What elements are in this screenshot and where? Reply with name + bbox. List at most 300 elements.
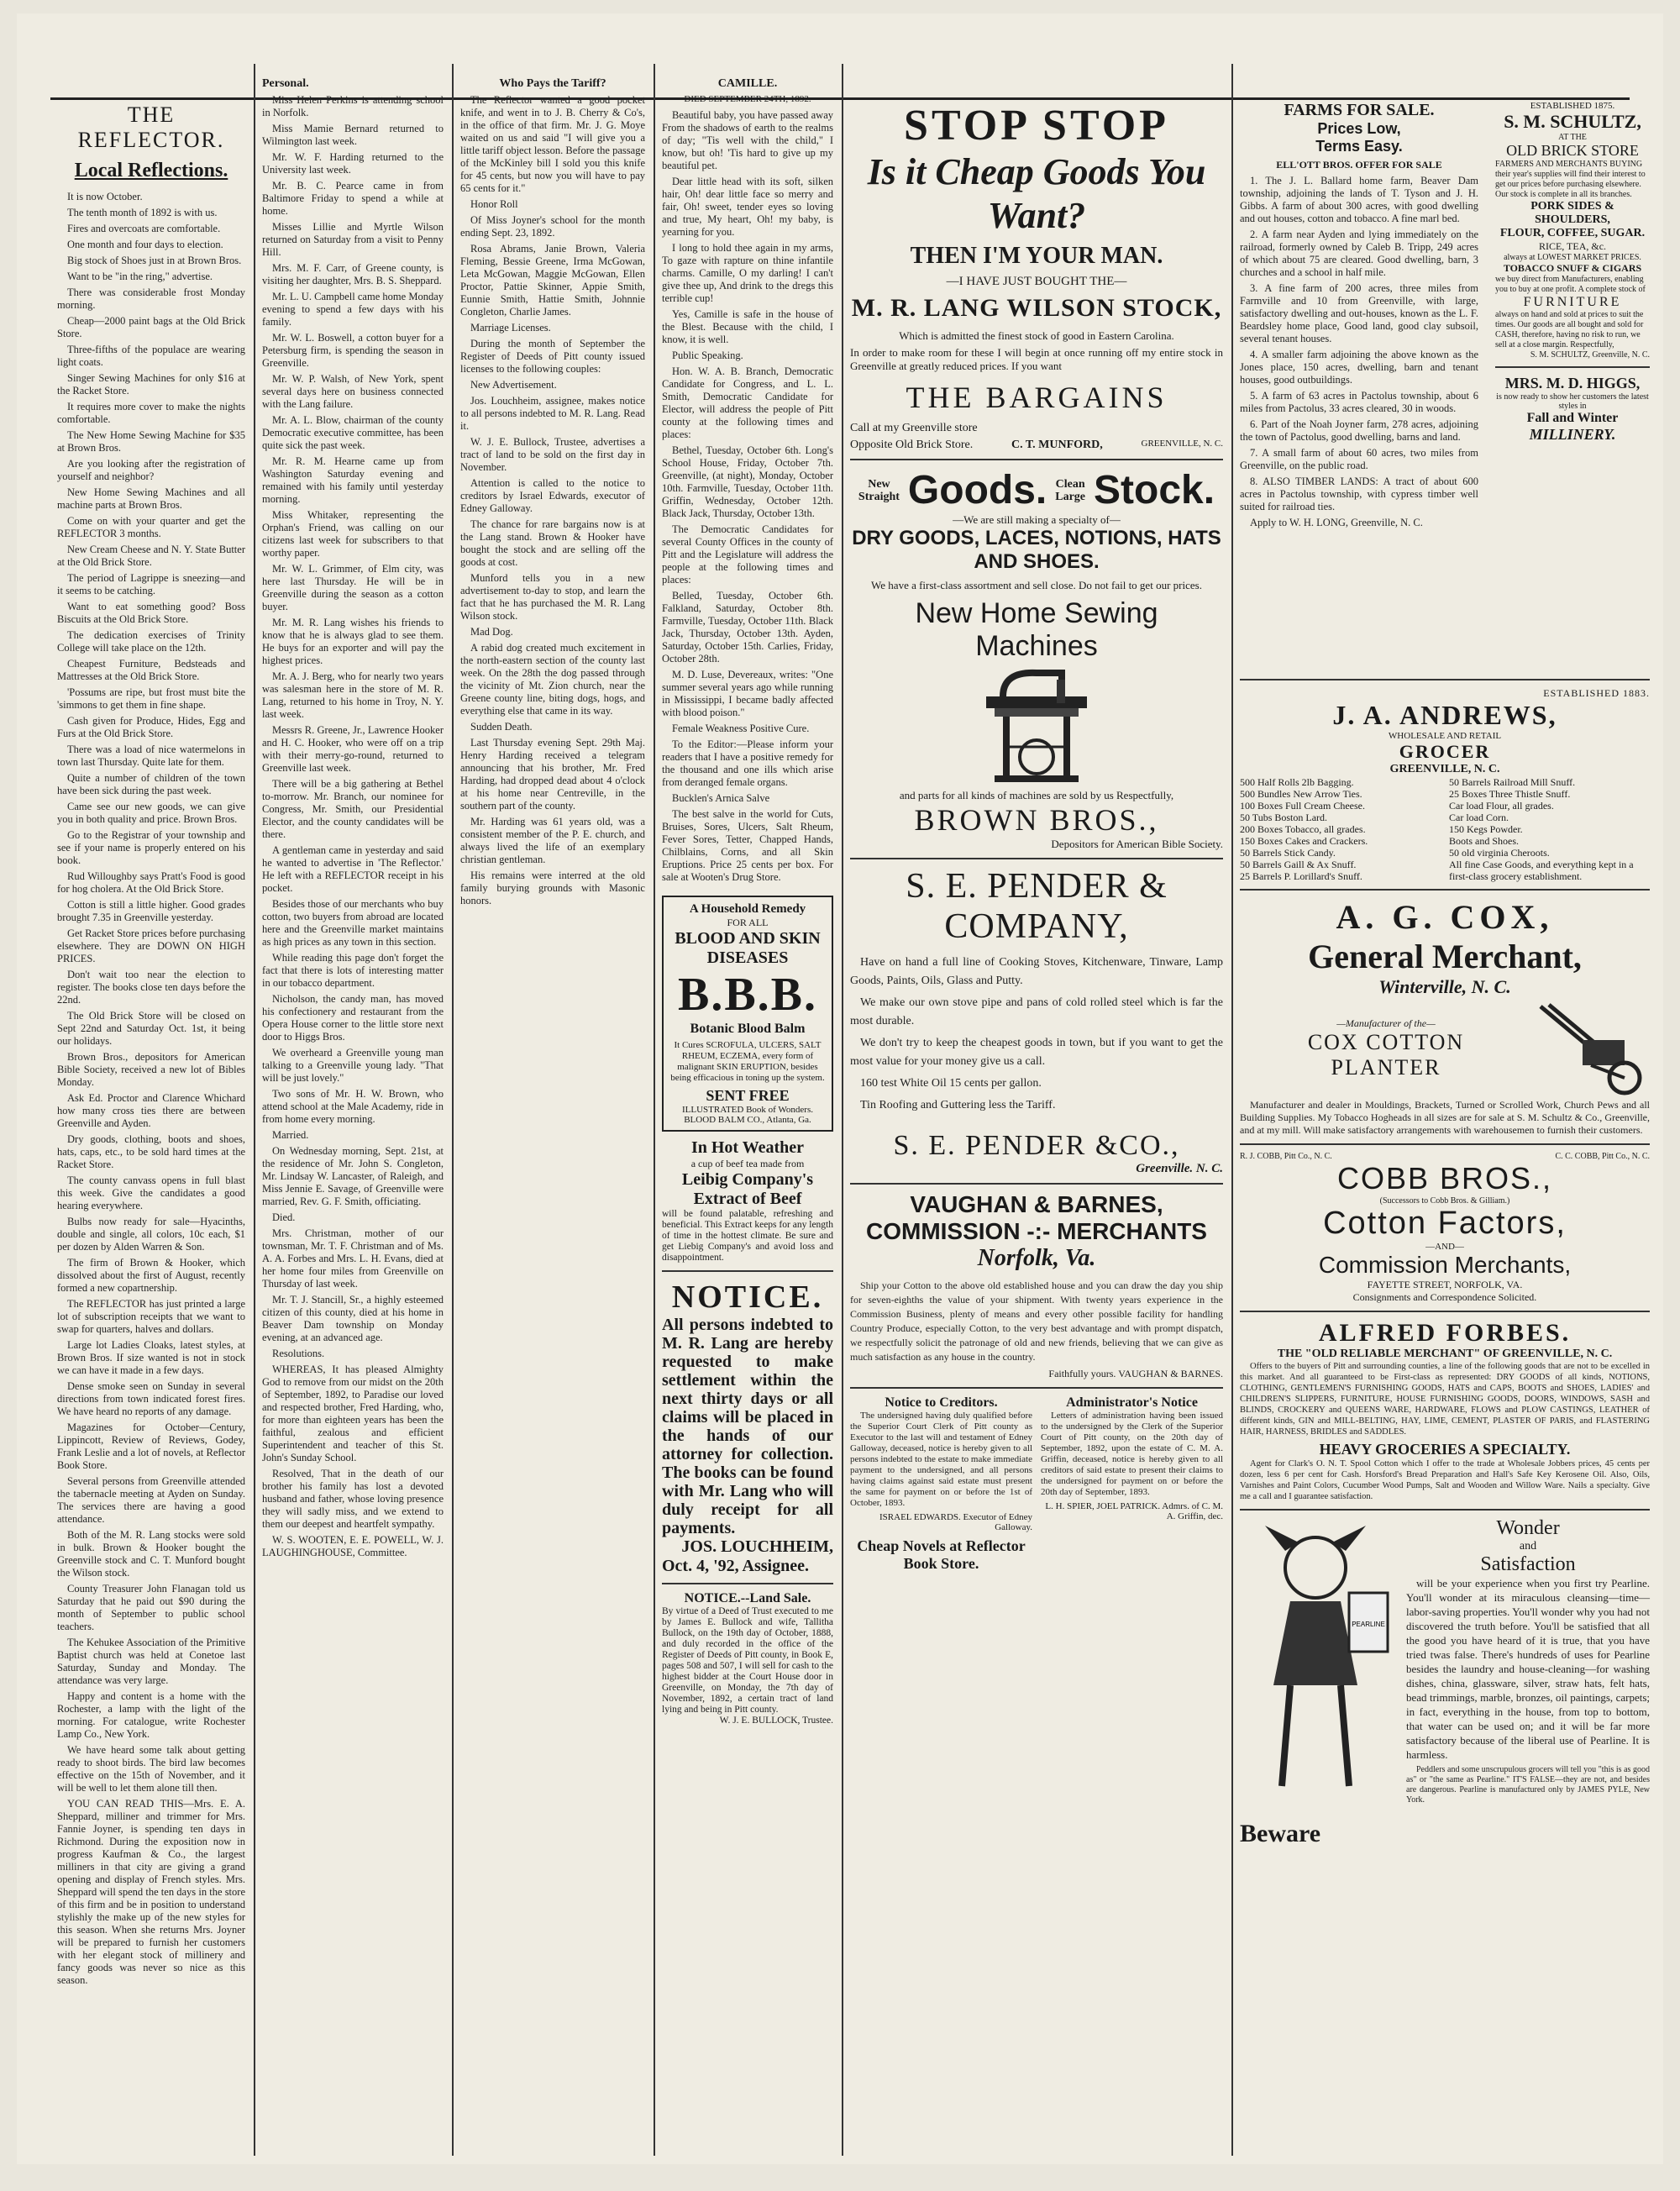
list-item: Bucklen's Arnica Salve <box>672 792 770 804</box>
list-item: The Kehukee Association of the Primitive Baptist church was held at Conetoe last Saturday, Sunday and Monday. The attendance was very large. <box>57 1637 245 1686</box>
list-item: M. D. Luse, Devereaux, writes: "One summer several years ago while running in Mississippi, I became badly affected with blood poison." <box>662 669 833 718</box>
list-item: The Democratic Candidates for several County Offices in the county of Pitt and the Legislature will address the people at the following times and places: <box>662 523 833 586</box>
pender-ad <box>850 866 1223 1176</box>
list-item: There was a load of nice watermelons in town last Thursday. Quite late for them. <box>57 743 245 768</box>
list-item: To the Editor:—Please inform your readers that I have a positive remedy for the thousand and one ills which arise from deranged female organs. <box>662 738 833 788</box>
list-item: 150 Kegs Powder. <box>1449 823 1523 835</box>
list-item: 50 Tubs Boston Lard. <box>1240 812 1328 823</box>
list-item: Fires and overcoats are comfortable. <box>67 223 221 234</box>
brown-parts: and parts for all kinds of machines are sold by us Respectfully, <box>899 789 1174 801</box>
stop-who: C. T. MUNFORD, <box>1011 439 1103 451</box>
list-item: Mrs. Christman, mother of our townsman, Mr. T. F. Christman and of Ms. A. A. Forbes and Mrs. L. H. Evans, died at her home four miles from Greenville on Thursday of last week. <box>262 1227 444 1290</box>
list-item: The chance for rare bargains now is at the Lang stand. Brown & Hooker have bought the stock and are selling off the goods at cost. <box>460 518 645 568</box>
list-item: While reading this page don't forget the fact that there is lots of interesting matter in our tobacco department. <box>262 952 444 989</box>
brown-clean-large <box>1055 478 1085 503</box>
cobb-succ: (Successors to Cobb Bros. & Gilliam.) <box>1379 1196 1510 1206</box>
list-item: Brown Bros., depositors for American Bible Society, received a new lot of Bibles Monday. <box>57 1051 245 1088</box>
stop-desc: Which is admitted the finest stock of good in Eastern Carolina. <box>899 329 1174 342</box>
list-item: During the month of September the Register of Deeds of Pitt county issued licenses to the following couples: <box>460 338 645 375</box>
brown-straight: Straight <box>858 490 900 503</box>
divider <box>1240 889 1650 891</box>
divider <box>1495 366 1650 368</box>
list-item: 25 Boxes Three Thistle Snuff. <box>1449 788 1571 800</box>
liebig-l3: Extract of Beef <box>693 1190 802 1208</box>
cox-text: Manufacturer and dealer in Mouldings, Brackets, Turned or Scrolled Work, Church Pews and all Building Supplies. My Tobacco Hogheads in all sizes are for sale at S. M. Schultz & Co., Greenville, and at my mill. Will make satisfactory arrangements with warehousemen to furnish their customers. <box>1240 1099 1650 1136</box>
column-schultz <box>1488 101 1656 462</box>
brown-large: Large <box>1055 490 1086 503</box>
notice-signed: JOS. LOUCHHEIM, <box>681 1537 833 1556</box>
cox-ad <box>1240 897 1650 1137</box>
list-item: It is now October. <box>67 191 143 202</box>
list-item: Cotton is still a little higher. Good grades brought 7.35 in Greenville yesterday. <box>57 899 245 923</box>
pearline-text-block <box>1406 1517 1650 1848</box>
schultz-tobacco: TOBACCO SNUFF & CIGARS <box>1503 262 1642 274</box>
list-item: Two sons of Mr. H. W. Brown, who attend school at the Male Academy, ride in from home every morning. <box>262 1088 444 1125</box>
list-item: Boots and Shoes. <box>1449 835 1520 847</box>
list-item: Female Weakness Positive Cure. <box>672 722 810 734</box>
list-item: One month and four days to election. <box>67 239 223 250</box>
jester-icon <box>1240 1517 1399 1820</box>
list-item: Mr. W. L. Grimmer, of Elm city, was here last Thursday. He will be in Greenville during the season as a cotton buyer. <box>262 563 444 612</box>
bbb-line3: BLOOD AND SKIN <box>675 929 821 948</box>
land-sale-signed: W. J. E. BULLOCK, Trustee. <box>719 1715 833 1726</box>
list-item: The period of Lagrippe is sneezing—and it seems to be catching. <box>57 572 245 596</box>
column-right-lower <box>1233 672 1656 2156</box>
list-item: 500 Bundles New Arrow Ties. <box>1240 788 1362 800</box>
andrews-left-list <box>1240 776 1441 882</box>
bbb-address: BLOOD BALM CO., Atlanta, Ga. <box>684 1115 811 1125</box>
list-item: Mr. W. P. Walsh, of New York, spent several days here on business connected with the Lang failure. <box>262 373 444 410</box>
list-item: Jos. Louchheim, assignee, makes notice to all persons indebted to M. R. Lang. Read it. <box>460 395 645 432</box>
list-item: Dense smoke seen on Sunday in several directions from town indicated forest fires. We have heard no reports of any damage. <box>57 1380 245 1417</box>
list-item: Resolved, That in the death of our brother his family has lost a devoted husband and father, whose loving presence they will sadly miss, and we extend to them our deepest and heartfelt sympathy. <box>262 1468 444 1530</box>
list-item: 3. A fine farm of 200 acres, three miles from Farmville and 10 from Greenville, with large, satisfactory dwelling and out-houses, known as the L. F. Beardsley home place, Good land, good clay subsoil, several tenant houses. <box>1240 282 1478 344</box>
schultz-text1: FARMERS AND MERCHANTS BUYING their year's supplies will find their interest to get our prices before purchasing elsewhere. Our stock is complete in all its branches. <box>1495 160 1646 199</box>
divider <box>662 1583 833 1584</box>
schultz-est: ESTABLISHED 1875. <box>1530 101 1615 111</box>
cox-planter-text <box>1240 1017 1532 1080</box>
list-item: Ask Ed. Proctor and Clarence Whichard how many cross ties there are between Greenville and Ayden. <box>57 1092 245 1129</box>
stop-then: THEN I'M YOUR MAN. <box>910 243 1163 269</box>
list-item: Besides those of our merchants who buy cotton, two buyers from abroad are located here and the Greenville market maintains as high prices as any town in this section. <box>262 898 444 948</box>
land-sale-text: By virtue of a Deed of Trust executed to me by James E. Bullock and wife, Tallitha Bullock, on the 19th day of October, 1888, and duly recorded in the office of the Register of Deeds of Pitt county, in Book E, pages 508 and 507, I will sell for cash to the highest bidder at the Court House door in Greenville, on Monday, the 7th day of November, 1892, a certain tract of land lying and being in Pitt county. <box>662 1606 833 1715</box>
schultz-goods2: FLOUR, COFFEE, SUGAR. <box>1499 227 1646 239</box>
list-item: Of Miss Joyner's school for the month ending Sept. 23, 1892. <box>460 214 645 239</box>
list-item: New Advertisement. <box>470 379 557 391</box>
cobb-left: R. J. COBB, Pitt Co., N. C. <box>1240 1152 1332 1161</box>
divider <box>1240 1311 1650 1312</box>
land-sale-title: NOTICE.--Land Sale. <box>684 1591 811 1605</box>
creditors-text: The undersigned having duly qualified before the Superior Court Clerk of Pitt county as Executor to the last will and testament of Edney Galloway, deceased, notice is hereby given to all persons indebted to the estate to make immediate payment to the undersigned, and all persons having claims against said estate must present the same for payment on or before the 1st of October, 1893. <box>850 1411 1032 1508</box>
list-item: Mr. Harding was 61 years old, was a consistent member of the P. E. church, and always lived the life of an exemplary christian gentleman. <box>460 816 645 865</box>
forbes-ad <box>1240 1319 1650 1502</box>
vaughan-firm: VAUGHAN & BARNES, <box>910 1191 1163 1217</box>
list-item: Married. <box>272 1129 309 1141</box>
list-item: Public Speaking. <box>672 349 743 361</box>
list-item: Nicholson, the candy man, has moved his confectionery and restaurant from the Opera House corner to the little store next door to Higgs Bros. <box>262 993 444 1043</box>
list-item: Miss Helen Perkins is attending school in Norfolk. <box>262 94 444 118</box>
notices-row <box>850 1395 1223 1573</box>
bbb-brand: B.B.B. <box>677 969 818 1021</box>
brown-bros-ad <box>850 467 1223 851</box>
list-item: Three-fifths of the populace are wearing light coats. <box>57 344 245 368</box>
camille-sub: DIED SEPTEMBER 24TH, 1892. <box>684 94 811 104</box>
list-item: Mr. T. J. Stancill, Sr., a highly esteemed citizen of this county, died at his home in Beaver Dam township on Monday evening, at an advanced age. <box>262 1294 444 1343</box>
list-item: Attention is called to the notice to creditors by Israel Edwards, executor of Edney Galloway. <box>460 477 645 514</box>
list-item: The tenth month of 1892 is with us. <box>67 207 218 218</box>
list-item: New Home Sewing Machines and all machine parts at Brown Bros. <box>57 486 245 511</box>
list-item: Car load Flour, all grades. <box>1449 800 1554 812</box>
stop-question: Is it Cheap Goods You Want? <box>867 151 1206 236</box>
list-item: The county canvass opens in full blast this week. Give the candidates a good hearing everywhere. <box>57 1174 245 1211</box>
list-item: Want to eat something good? Boss Biscuits at the Old Brick Store. <box>57 601 245 625</box>
list-item: Misses Lillie and Myrtle Wilson returned on Saturday from a visit to Penny Hill. <box>262 221 444 258</box>
schultz-goods3: RICE, TEA, &c. <box>1538 240 1607 252</box>
list-item: There will be a big gathering at Bethel to-morrow. Mr. Branch, our nominee for Congress, Mr. Smith, our Presidential Elector, and the county candidates will be there. <box>262 778 444 840</box>
higgs-fall: Fall and Winter <box>1526 411 1619 425</box>
list-item: Mr. B. C. Pearce came in from Baltimore Friday to spend a while at home. <box>262 180 444 217</box>
list-item: W. J. E. Bullock, Trustee, advertises a tract of land to be sold on the first day in November. <box>460 436 645 473</box>
list-item: Miss Whitaker, representing the Orphan's Friend, was calling on our citizens last week for subscribers to that worthy paper. <box>262 509 444 559</box>
brown-spec: —We are still making a specialty of— <box>953 513 1121 526</box>
list-item: Cheap—2000 paint bags at the Old Brick Store. <box>57 315 245 339</box>
list-item: The REFLECTOR has just printed a large lot of subscription receipts that we want to swap for quarters, halves and dollars. <box>57 1298 245 1335</box>
brown-goods: Goods. <box>907 468 1047 512</box>
list-item: Cash given for Produce, Hides, Egg and Furs at the Old Brick Store. <box>57 715 245 739</box>
vaughan-sig: Faithfully yours. VAUGHAN & BARNES. <box>1048 1368 1223 1379</box>
camille-heading: CAMILLE. <box>717 77 778 90</box>
stop-bargains: THE BARGAINS <box>906 381 1168 414</box>
list-item: Miss Mamie Bernard returned to Wilmington last week. <box>262 123 444 147</box>
list-item: 'Possums are ripe, but frost must bite the 'simmons to get them in fine shape. <box>57 686 245 711</box>
schultz-tobacco2: we buy direct from Manufacturers, enabling you to buy at one profit. A complete stock of <box>1495 275 1646 294</box>
list-item: 500 Half Rolls 2lb Bagging. <box>1240 776 1354 788</box>
list-item: Bulbs now ready for sale—Hyacinths, double and single, all colors, 10c each, $1 per dozen by Alden Warren & Son. <box>57 1216 245 1253</box>
list-item: A rabid dog created much excitement in the north-eastern section of the county last week. On the 28th the dog passed through the vicinity of Mt. Zion church, near the Greene county line, biting dogs, hogs, and everything else that came in its way. <box>460 642 645 717</box>
pearline-illustration <box>1240 1517 1399 1848</box>
cox-planter2: PLANTER <box>1331 1054 1441 1080</box>
local-items-list <box>57 191 245 1987</box>
schultz-furniture: FURNITURE <box>1523 295 1622 309</box>
liebig-ad <box>662 1138 833 1264</box>
cobb-name: COBB BROS., <box>1336 1161 1553 1195</box>
list-item: Apply to W. H. LONG, Greenville, N. C. <box>1250 517 1423 528</box>
list-item: The Old Brick Store will be closed on Sept 22nd and Saturday Oct. 1st, it being our holidays. <box>57 1010 245 1047</box>
list-item: Are you looking after the registration of yourself and neighbor? <box>57 458 245 482</box>
list-item: Big stock of Shoes just in at Brown Bros. <box>67 255 242 266</box>
list-item: W. S. WOOTEN, E. E. POWELL, W. J. LAUGHINGHOUSE, Committee. <box>262 1534 444 1558</box>
list-item: 50 old virginia Cheroots. <box>1449 847 1550 859</box>
notice-ad <box>662 1279 833 1576</box>
list-item: Mr. L. U. Campbell came home Monday evening to spend a few days with his family. <box>262 291 444 328</box>
list-item: 200 Boxes Tobacco, all grades. <box>1240 823 1366 835</box>
andrews-lists <box>1240 776 1650 882</box>
pearline-beware: Beware <box>1240 1820 1321 1847</box>
list-item: Singer Sewing Machines for only $16 at the Racket Store. <box>57 372 245 397</box>
admin-title: Administrator's Notice <box>1066 1395 1198 1410</box>
bbb-free: SENT FREE <box>706 1087 790 1104</box>
vaughan-ad <box>850 1191 1223 1380</box>
cobb-title2: Commission Merchants, <box>1318 1252 1572 1278</box>
list-item: The dedication exercises of Trinity College will take place on the 12th. <box>57 629 245 654</box>
brown-goods-row <box>850 467 1223 513</box>
column-ads-center <box>843 101 1230 2156</box>
sewing-machine-illustration <box>850 663 1223 789</box>
list-item: 5. A farm of 63 acres in Pactolus township, about 6 miles from Pactolus, 33 acres cleared, 30 in woods. <box>1240 390 1478 414</box>
list-item: 50 Barrels Stick Candy. <box>1240 847 1336 859</box>
higgs-name: MRS. M. D. HIGGS, <box>1504 375 1641 391</box>
list-item: Honor Roll <box>470 198 518 210</box>
list-item: 50 Barrels Gaill & Ax Snuff. <box>1240 859 1357 870</box>
list-item: We have heard some talk about getting ready to shoot birds. The bird law becomes effective on the 15th of November, and it will be well to let them alone till then. <box>57 1744 245 1794</box>
pearline-beware-text: Peddlers and some unscrupulous grocers will tell you "this is as good as" or "the same as Pearline." IT'S FALSE—they are not, and besides are dangerous. Pearline is manufactured only by JAMES PYLE, New York. <box>1406 1765 1650 1805</box>
pearline-ad <box>1240 1517 1650 1848</box>
divider <box>850 858 1223 859</box>
list-item: Several persons from Greenville attended the tabernacle meeting at Ayden on Sunday. The services there are having a good attendance. <box>57 1475 245 1525</box>
stop-order: In order to make room for these I will begin at once running off my entire stock in Greenville at greatly reduced prices. If you want <box>850 346 1223 372</box>
schultz-lowest: always at LOWEST MARKET PRICES. <box>1504 253 1641 262</box>
list-item: It requires more cover to make the nights comfortable. <box>57 401 245 425</box>
masthead: THE REFLECTOR. <box>77 102 225 152</box>
andrews-est: ESTABLISHED 1883. <box>1543 687 1650 699</box>
list-item: Hon. W. A. B. Branch, Democratic Candidate for Congress, and L. L. Smith, Democratic Candidate for Elector, will address the people of Pitt county at the following times and places: <box>662 365 833 440</box>
list-item: Died. <box>272 1211 296 1223</box>
list-item: Mr. M. R. Lang wishes his friends to know that he is always glad to see them. He buys for an exporter and will pay the highest prices. <box>262 617 444 666</box>
brown-line: DRY GOODS, LACES, NOTIONS, HATS AND SHOES. <box>852 527 1221 573</box>
andrews-name: J. A. ANDREWS, <box>1332 700 1557 730</box>
list-item: Get Racket Store prices before purchasing elsewhere. They are DOWN ON HIGH PRICES. <box>57 927 245 964</box>
brown-new-straight <box>858 478 900 503</box>
schultz-furn-text: always on hand and sold at prices to suit the times. Our goods are all bought and sold for CASH, therefore, having no risk to run, we sell at a close margin. Respectfully, <box>1495 310 1644 349</box>
cox-planter1: COX COTTON <box>1307 1029 1465 1054</box>
list-item: Resolutions. <box>272 1348 325 1359</box>
list-item: Large lot Ladies Cloaks, latest styles, at Brown Bros. If size wanted is not in stock we can have it made in a few days. <box>57 1339 245 1376</box>
section-title: Local Reflections. <box>74 160 228 181</box>
list-item: On Wednesday morning, Sept. 21st, at the residence of Mr. John S. Congleton, Mr. Lindsay W. Lancaster, of Raleigh, and Miss Jennie E. Savage, of Greenville were married, Rev. G. F. Smith, officiating. <box>262 1145 444 1207</box>
brown-machines: New Home Sewing Machines <box>915 597 1158 662</box>
list-item: County Treasurer John Flanagan told us Saturday that he paid out $90 during the month of September to public school teachers. <box>57 1583 245 1632</box>
pender-sig: S. E. PENDER &CO., <box>893 1130 1180 1161</box>
list-item: The firm of Brown & Hooker, which dissolved about the first of August, recently formed a new copartnership. <box>57 1257 245 1294</box>
list-item: Want to be "in the ring," advertise. <box>67 271 213 282</box>
farms-offer: ELL'OTT BROS. OFFER FOR SALE <box>1276 159 1442 171</box>
notice-text: All persons indebted to M. R. Lang are hereby requested to make settlement within the next thirty days or all claims will be placed in the hands of our attorney for collection. The books can be found with Mr. Lang who will duly receipt for all payments. <box>662 1316 833 1537</box>
list-item: Mr. R. M. Hearne came up from Washington Saturday evening and remained with his family until yesterday morning. <box>262 455 444 505</box>
list-item: 4. A smaller farm adjoining the above known as the Jones place, 150 acres, dwelling, barn and tenant houses, good outbuildings. <box>1240 349 1478 386</box>
cobb-and: —AND— <box>1425 1242 1464 1252</box>
schultz-name: S. M. SCHULTZ, <box>1504 111 1641 132</box>
pender-l2: We make our own stove pipe and pans of cold rolled steel which is far the most durable. <box>850 996 1223 1027</box>
stop-bought: —I HAVE JUST BOUGHT THE— <box>946 275 1127 288</box>
admin-notice <box>1041 1395 1223 1573</box>
list-item: 50 Barrels Railroad Mill Snuff. <box>1449 776 1576 788</box>
cox-mfr: —Manufacturer of the— <box>1336 1017 1436 1029</box>
list-item: The best salve in the world for Cuts, Bruises, Sores, Ulcers, Salt Rheum, Fever Sores, Tetter, Chapped Hands, Chilblains, Corns, and all Skin Eruptions. Price 25 cents per box. For sale at Wooten's Drug Store. <box>662 808 833 883</box>
camille-items-list <box>662 109 833 887</box>
divider <box>1240 1143 1650 1145</box>
schultz-goods: PORK SIDES & SHOULDERS, <box>1530 200 1614 226</box>
list-item: 1. The J. L. Ballard home farm, Beaver Dam township, adjoining the lands of T. Tyson and J. H. Gibbs. A farm of about 300 acres, with good dwelling and out houses, cotton and tobacco. A fine marl bed. <box>1240 175 1478 224</box>
brown-dep: Depositors for American Bible Society. <box>1051 838 1223 850</box>
brown-new: New <box>868 477 890 491</box>
column-tariff <box>454 71 652 2156</box>
list-item: Dry goods, clothing, boots and shoes, hats, caps, etc., to be sold hard times at the Racket Store. <box>57 1133 245 1170</box>
pender-firm: S. E. PENDER & COMPANY, <box>906 867 1168 946</box>
divider <box>850 1183 1223 1185</box>
bbb-line1: A Household Remedy <box>689 902 806 916</box>
list-item: Messrs R. Greene, Jr., Lawrence Hooker and H. C. Hooker, who were off on a trip with their merry-go-round, returned to Greenville last week. <box>262 724 444 774</box>
personal-heading: Personal. <box>262 77 309 90</box>
list-item: Beautiful baby, you have passed away From the shadows of earth to the realms of day; "Tis well with the child," I know, but oh! 'Tis hard to give up my beautiful pet. <box>662 109 833 171</box>
list-item: Rosa Abrams, Janie Brown, Valeria Fleming, Bessie Greene, Irma McGowan, Leta McGowan, Maggie McGowan, Ellen Proctor, Pattie Skinner, Appie Smith, Eunnie Smith, Hattie Smith, Johnnie Congleton, Charlie James. <box>460 243 645 318</box>
newspaper-page <box>17 13 1663 2164</box>
pender-l3: We don't try to keep the cheapest goods in town, but if you want to get the most value for your money give us a call. <box>850 1037 1223 1068</box>
farms-title: FARMS FOR SALE. <box>1284 101 1435 119</box>
liebig-l2: Leibig Company's <box>681 1170 814 1189</box>
list-item: Bethel, Tuesday, October 6th. Long's School House, Friday, October 7th. Greenville, (at night), Monday, October 10th. Farmville, Tuesday, October 11th. Griffin, Wednesday, October 12th. Black Jack, Thursday, October 13th. <box>662 444 833 519</box>
list-item: Happy and content is a home with the Rochester, a lamp with the light of the morning. For catalogue, write Rochester Lamp Co., New York. <box>57 1690 245 1740</box>
list-item: Mr. A. L. Blow, chairman of the county Democratic executive committee, has been quite sick the past week. <box>262 414 444 451</box>
list-item: Quite a number of children of the town have been sick during the past week. <box>57 772 245 796</box>
bbb-line4: DISEASES <box>706 948 789 967</box>
list-item: 2. A farm near Ayden and lying immediately on the railroad, formerly owned by Caleb B. Tripp, 249 acres of which about 75 are cleared. Good dwelling, barn, 3 churches and a school in half mile. <box>1240 229 1478 278</box>
admin-sig: L. H. SPIER, JOEL PATRICK. Admrs. of C. M. A. Griffin, dec. <box>1045 1501 1223 1521</box>
andrews-where: GREENVILLE, N. C. <box>1389 763 1500 775</box>
farms-sub2: Terms Easy. <box>1315 138 1403 155</box>
pearline-w1: Wonder <box>1496 1517 1560 1539</box>
list-item: 25 Barrels P. Lorillard's Snuff. <box>1240 870 1362 882</box>
column-local-reflections <box>50 97 252 2156</box>
land-sale-notice <box>662 1591 833 1726</box>
list-item: Munford tells you in a new advertisement to-day to stop, and learn the fact that he has purchased the M. R. Lang Wilson stock. <box>460 572 645 622</box>
cobb-right: C. C. COBB, Pitt Co., N. C. <box>1555 1152 1650 1161</box>
divider <box>1240 1509 1650 1511</box>
cobb-cons: Consignments and Correspondence Solicited. <box>1352 1291 1537 1303</box>
list-item: We overheard a Greenville young man talking to a Greenville young lady. "That will be just lovely." <box>262 1047 444 1084</box>
list-item: Last Thursday evening Sept. 29th Maj. Henry Harding received a telegram announcing that his brother, Mr. Fred Harding, had dropped dead about 4 o'clock at his home near Centreville, in the southern part of the county. <box>460 737 645 812</box>
list-item: His remains were interred at the old family burying grounds with Masonic honors. <box>460 870 645 906</box>
sewing-machine-icon <box>969 663 1104 789</box>
brown-stock: Stock. <box>1094 468 1215 512</box>
novels-ad: Cheap Novels at Reflector Book Store. <box>857 1537 1026 1572</box>
list-item: WHEREAS, It has pleased Almighty God to remove from our midst on the 20th of September, 1892, to Paradise our loved and respected brother, Fred Harding, who, for more than eighteen years has been the faithful, zealous and efficient Superintendent and teacher of this St. John's Sunday School. <box>262 1363 444 1463</box>
stop-address-row <box>850 439 1223 452</box>
forbes-heavy: HEAVY GROCERIES A SPECIALTY. <box>1319 1441 1571 1458</box>
list-item: 7. A small farm of about 60 acres, two miles from Greenville, on the public road. <box>1240 447 1478 471</box>
pender-l4: 160 test White Oil 15 cents per gallon. <box>860 1077 1042 1090</box>
list-item: New Cream Cheese and N. Y. State Butter at the Old Brick Store. <box>57 544 245 568</box>
bbb-name: Botanic Blood Balm <box>690 1022 806 1036</box>
creditors-sig: ISRAEL EDWARDS. Executor of Edney Galloway. <box>879 1512 1032 1532</box>
list-item: Came see our new goods, we can give you in both quality and price. Brown Bros. <box>57 801 245 825</box>
cox-place: Winterville, N. C. <box>1378 976 1511 997</box>
brown-clean: Clean <box>1055 477 1085 491</box>
vaughan-city: Norfolk, Va. <box>977 1245 1096 1271</box>
farms-list <box>1240 175 1478 529</box>
list-item: All fine Case Goods, and everything kept in a first-class grocery establishment. <box>1449 859 1634 882</box>
pearline-box-label: PEARLINE <box>1352 1621 1385 1628</box>
andrews-grocer: GROCER <box>1399 741 1491 762</box>
cox-title: General Merchant, <box>1308 938 1582 975</box>
pearline-w2: and <box>1519 1540 1537 1553</box>
planter-icon <box>1532 998 1650 1099</box>
list-item: 8. ALSO TIMBER LANDS: A tract of about 600 acres in Pactolus township, with cypress timber well suited for railroad ties. <box>1240 476 1478 512</box>
forbes-text2: Agent for Clark's O. N. T. Spool Cotton which I offer to the trade at Wholesale Jobbers prices, 45 cents per dozen, less 6 per cent for Cash. Horsford's Bread Preparation and Hall's Safe Key Kerosene Oil. Also, Oils, Varnishes and Paint Colors, Cucumber Wood Pumps, Salt and Wooden and Willow Ware. Nails a specialty. Give me a call and I guarantee satisfaction. <box>1240 1459 1650 1501</box>
cobb-ad <box>1240 1152 1650 1304</box>
list-item: Mrs. M. F. Carr, of Greene county, is visiting her daughter, Mrs. B. S. Sheppard. <box>262 262 444 286</box>
cobb-title: Cotton Factors, <box>1323 1206 1567 1241</box>
vaughan-text: Ship your Cotton to the above old established house and you can draw the day you ship for seven-eighths the value of your shipment. With twenty years experience in the Commission Business, plenty of means and every other possible facility for handling Country Produce, especially Cotton, to the very best advantage and with prompt dispatch, we respectfully solicit the patronage of old and new friends, believing that we can give as much satisfaction as any house in the country. <box>850 1279 1223 1363</box>
forbes-text: Offers to the buyers of Pitt and surrounding counties, a line of the following goods that are not to be excelled in this market. And all guaranteed to be First-class as represented: DRY GOODS of all kinds, NOTIONS, CLOTHING, GENTLEMEN'S FURNISHING GOODS, HATS and CAPS, BOOTS and SHOES, LADIES' and CHILDREN'S SLIPPERS, FURNITURE, HOUSE FURNISHING GOODS, DOORS, WINDOWS, SASH and BLINDS, CROCKERY and QUEENS WARE, HARDWARE, FLOWS and PLOW CASTINGS, LEATHER of different kinds, GIN and MILL-BELTING, HAY, LIME, CEMENT, PLASTER OF PARIS, and FLASTERING HAIR, HARNESS, BRIDLES and SADDLES. <box>1240 1362 1650 1437</box>
liebig-l1: a cup of beef tea made from <box>690 1158 805 1169</box>
liebig-text: will be found palatable, refreshing and beneficial. This Extract keeps for any length of time in the hottest climate. Be sure and get Liebig Company's and avoid loss and disappointment. <box>662 1209 833 1263</box>
list-item: Magazines for October—Century, Lippincott, Review of Reviews, Godey, Frank Leslie and a lot of novels, at Reflector Book Store. <box>57 1421 245 1471</box>
cobb-addr: FAYETTE STREET, NORFOLK, VA. <box>1367 1279 1523 1290</box>
list-item: 6. Part of the Noah Joyner farm, 278 acres, adjoining the town of Pactolus, good dwelling, barns and land. <box>1240 418 1478 443</box>
creditors-title: Notice to Creditors. <box>885 1395 998 1410</box>
list-item: There was considerable frost Monday morning. <box>57 286 245 311</box>
tariff-items-list <box>460 94 645 907</box>
stop-opposite: Opposite Old Brick Store. <box>850 439 974 451</box>
personal-items-list <box>262 94 444 1559</box>
list-item: YOU CAN READ THIS—Mrs. E. A. Sheppard, milliner and trimmer for Mrs. Fannie Joyner, is spending ten days in Richmond. During the exposition now in progress Kaufman & Co., the largest milliners in that city are giving a grand opening and display of French styles. Mrs. Sheppard will spend the ten days in the store of this firm and be in position to understand stylishly the make up of the new styles for this season. When she returns Mrs. Joyner will be prepared to furnish her customers with her elegant stock of millinery and fancy goods was never so nice as this season. <box>57 1798 245 1986</box>
vaughan-line: COMMISSION -:- MERCHANTS <box>866 1218 1207 1244</box>
pender-place: Greenville. N. C. <box>1136 1162 1223 1175</box>
pender-l5: Tin Roofing and Guttering less the Tariff. <box>860 1099 1056 1111</box>
list-item: A gentleman came in yesterday and said he wanted to advertise in 'The Reflector.' He left with a REFLECTOR receipt in his pocket. <box>262 844 444 894</box>
list-item: 100 Boxes Full Cream Cheese. <box>1240 800 1365 812</box>
pearline-w3: Satisfaction <box>1480 1553 1576 1575</box>
liebig-title: In Hot Weather <box>690 1138 805 1157</box>
list-item: Sudden Death. <box>470 721 533 733</box>
andrews-ad <box>1240 687 1650 882</box>
list-item: Yes, Camille is safe in the house of the Blest. Because with the child, I know, it is well. <box>662 308 833 345</box>
bbb-free-sub: ILLUSTRATED Book of Wonders. <box>682 1105 813 1115</box>
list-item: Go to the Registrar of your township and see if your name is properly entered on his book. <box>57 829 245 866</box>
divider <box>1240 679 1650 680</box>
list-item: Belled, Tuesday, October 6th. Falkland, Saturday, October 8th. Farmville, Tuesday, October 11th. Black Jack, Thursday, October 13th. Ayden, Saturday, October 15th. Carlies, Friday, October 28th. <box>662 590 833 665</box>
cobb-owners <box>1240 1152 1650 1161</box>
brown-assort: We have a first-class assortment and sell close. Do not fail to get our prices. <box>871 579 1202 591</box>
forbes-sub: THE "OLD RELIABLE MERCHANT" OF GREENVILLE, N. C. <box>1277 1348 1613 1360</box>
tariff-heading: Who Pays the Tariff? <box>499 77 606 90</box>
divider <box>850 459 1223 460</box>
bbb-cures: It Cures SCROFULA, ULCERS, SALT RHEUM, ECZEMA, every form of malignant SKIN ERUPTION, besides being efficacious in toning up the system. <box>670 1040 825 1083</box>
column-personal <box>255 71 450 2156</box>
list-item: Mad Dog. <box>470 626 513 638</box>
list-item: Mr. W. L. Boswell, a cotton buyer for a Petersburg firm, is spending the season in Greenville. <box>262 332 444 369</box>
schultz-at: AT THE <box>1558 133 1587 142</box>
divider <box>850 1387 1223 1389</box>
divider <box>662 1270 833 1272</box>
list-item: The New Home Sewing Machine for $35 at Brown Bros. <box>57 429 245 454</box>
andrews-sub: WHOLESALE AND RETAIL <box>1388 731 1502 741</box>
brown-firm: BROWN BROS., <box>914 803 1159 837</box>
list-item: Mr. A. J. Berg, who for nearly two years was salesman here in the store of M. R. Lang, returned to his home in Troy, N. Y. last week. <box>262 670 444 720</box>
cox-name: A. G. COX, <box>1336 898 1554 936</box>
higgs-text: is now ready to show her customers the latest styles in <box>1496 392 1649 411</box>
list-item: Don't wait too near the election to register. The books close ten days before the 22nd. <box>57 969 245 1006</box>
list-item: Come on with your quarter and get the REFLECTOR 3 months. <box>57 515 245 539</box>
bbb-line2: FOR ALL <box>727 917 769 928</box>
bbb-ad <box>662 896 833 1132</box>
notice-title: NOTICE. <box>671 1279 824 1315</box>
list-item: Dear little head with its soft, silken hair, Oh! dear little face so merry and fair, Oh! sweet, tender eyes so loving and true, My heart, Oh! my baby, is yearning for you. <box>662 176 833 238</box>
andrews-right-list <box>1449 776 1650 882</box>
list-item: Marriage Licenses. <box>470 322 551 334</box>
list-item: Car load Corn. <box>1449 812 1509 823</box>
pender-l1: Have on hand a full line of Cooking Stoves, Kitchenware, Tinware, Lamp Goods, Paints, Oils, Glass and Putty. <box>850 956 1223 987</box>
